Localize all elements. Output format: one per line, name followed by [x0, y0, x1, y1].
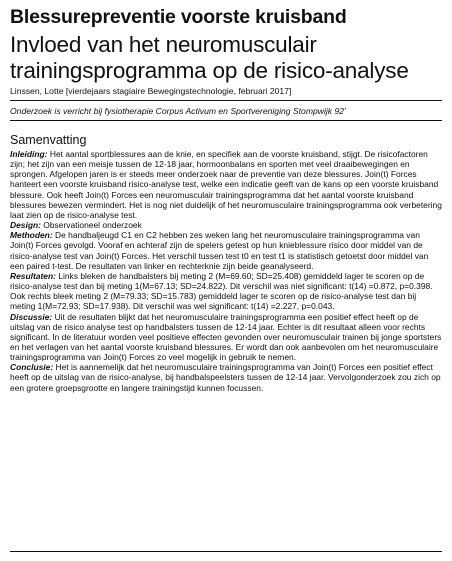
paragraph-label: Conclusie:: [10, 362, 54, 373]
abstract-paragraph-methoden: [10, 230, 442, 271]
paragraph-label: Design:: [10, 220, 41, 231]
abstract-paragraph-resultaten: [10, 271, 442, 312]
paragraph-label: Resultaten:: [10, 270, 56, 281]
divider: [10, 120, 442, 121]
section-heading: Samenvatting: [10, 133, 87, 147]
research-location-note: Onderzoek is verricht bij fysiotherapie Corpus Activum en Sportvereniging Stompwijk 92’: [10, 106, 346, 116]
divider: [10, 100, 442, 101]
subtitle-line-1: Invloed van het neuromusculair: [10, 32, 317, 57]
subtitle-line-2: trainingsprogramma op de risico-analyse: [10, 58, 409, 83]
document-title: Blessurepreventie voorste kruisband: [10, 6, 347, 28]
author-line: Linssen, Lotte [vierdejaars stagiaire Bewegingstechnologie, februari 2017]: [10, 86, 292, 96]
paragraph-label: Inleiding:: [10, 149, 48, 159]
paragraph-text: Het is aannemelijk dat het neuromusculaire trainingsprogramma van Join(t) Forces een positief effect heeft op de uitslag van de risico-analyse, bij handbalspeelsters tussen de 12-14 jaar. Vervolgonderzoek zou zich op een grotere groepsgrootte en langere trainingstijd kunnen focussen.: [10, 362, 441, 393]
abstract-paragraph-discussie: [10, 312, 442, 363]
paragraph-text: Links bleken de handbalsters bij meting 2 (M=69.60; SD=25.408) gemiddeld lager te scoren op de risico-analyse test dan bij meting 1(M=67.13; SD=24.822). Dit verschil was niet significant: t(14) =0.872, p=0.398. Ook rechts bleek meting 2 (M=79.33; SD=15.783) gemiddeld lager te scoren op de risico-analyse test dan bij meting 1(M=72.93; SD=17.938). Dit verschil was wel significant: t(14) =2.227, p=0.043.: [10, 270, 433, 312]
abstract: [10, 149, 442, 393]
paragraph-label: Methoden:: [10, 230, 53, 241]
abstract-paragraph-inleiding: [10, 149, 442, 220]
bottom-divider: [10, 551, 442, 552]
abstract-paragraph-design: [10, 220, 442, 230]
paragraph-label: Discussie:: [10, 311, 53, 322]
paragraph-text: Observationeel onderzoek: [40, 220, 142, 231]
paragraph-text: De handbaljeugd C1 en C2 hebben zes weken lang het neuromusculaire trainingsprogramma van Join(t) Forces gevolgd. Vooraf en achteraf zijn de spelers getest op hun knieblessure risico door middel van de risico-analyse test van Join(t) Forces. Het verschil tussen test t0 en test t1 is statistisch getoetst door middel van een paired t-test. De resultaten van linker en rechterknie zijn beide geanalyseerd.: [10, 230, 429, 271]
paragraph-text: Uit de resultaten blijkt dat het neuromusculaire trainingsprogramma een positief effect heeft op de uitslag van de risico analyse test op handbalsters tussen de 12-14 jaar. Echter is dit resultaat alleen voor rechts significant. In de literatuur worden veel positieve effecten gevonden over neuromusculair trainen bij jonge sportsters en het verlagen van het aantal voorste kruisband blessures. Er wordt dan ook aanbevolen om het neuromusculaire trainingsprogramma van Join(t) Forces zo veel mogelijk in gebruik te nemen.: [10, 311, 442, 363]
document-subtitle: [10, 32, 442, 84]
paragraph-text: Het aantal sportblessures aan de knie, en specifiek aan de voorste kruisband, stijgt. De risicofactoren zijn; het zijn van een meisje tussen de 12-18 jaar, hormoonbalans en sporten met veel draaibewegingen en sprongen. Afgelopen jaren is er steeds meer onderzoek naar de preventie van deze blessures. Join(t) Forces hanteert een voorste kruisband risico-analyse test, welke een indicatie geeft van de kans op een voorste kruisband blessure. Ook heeft Join(t) Forces een neuromusculair trainingsprogramma dat het aantal voorste kruisband blessures bewezen vermindert. Het is nog niet duidelijk of het neuromusculaire trainingsprogramma ook verbetering laat zien op de risico-analyse test.: [10, 149, 442, 220]
abstract-paragraph-conclusie: [10, 362, 442, 392]
